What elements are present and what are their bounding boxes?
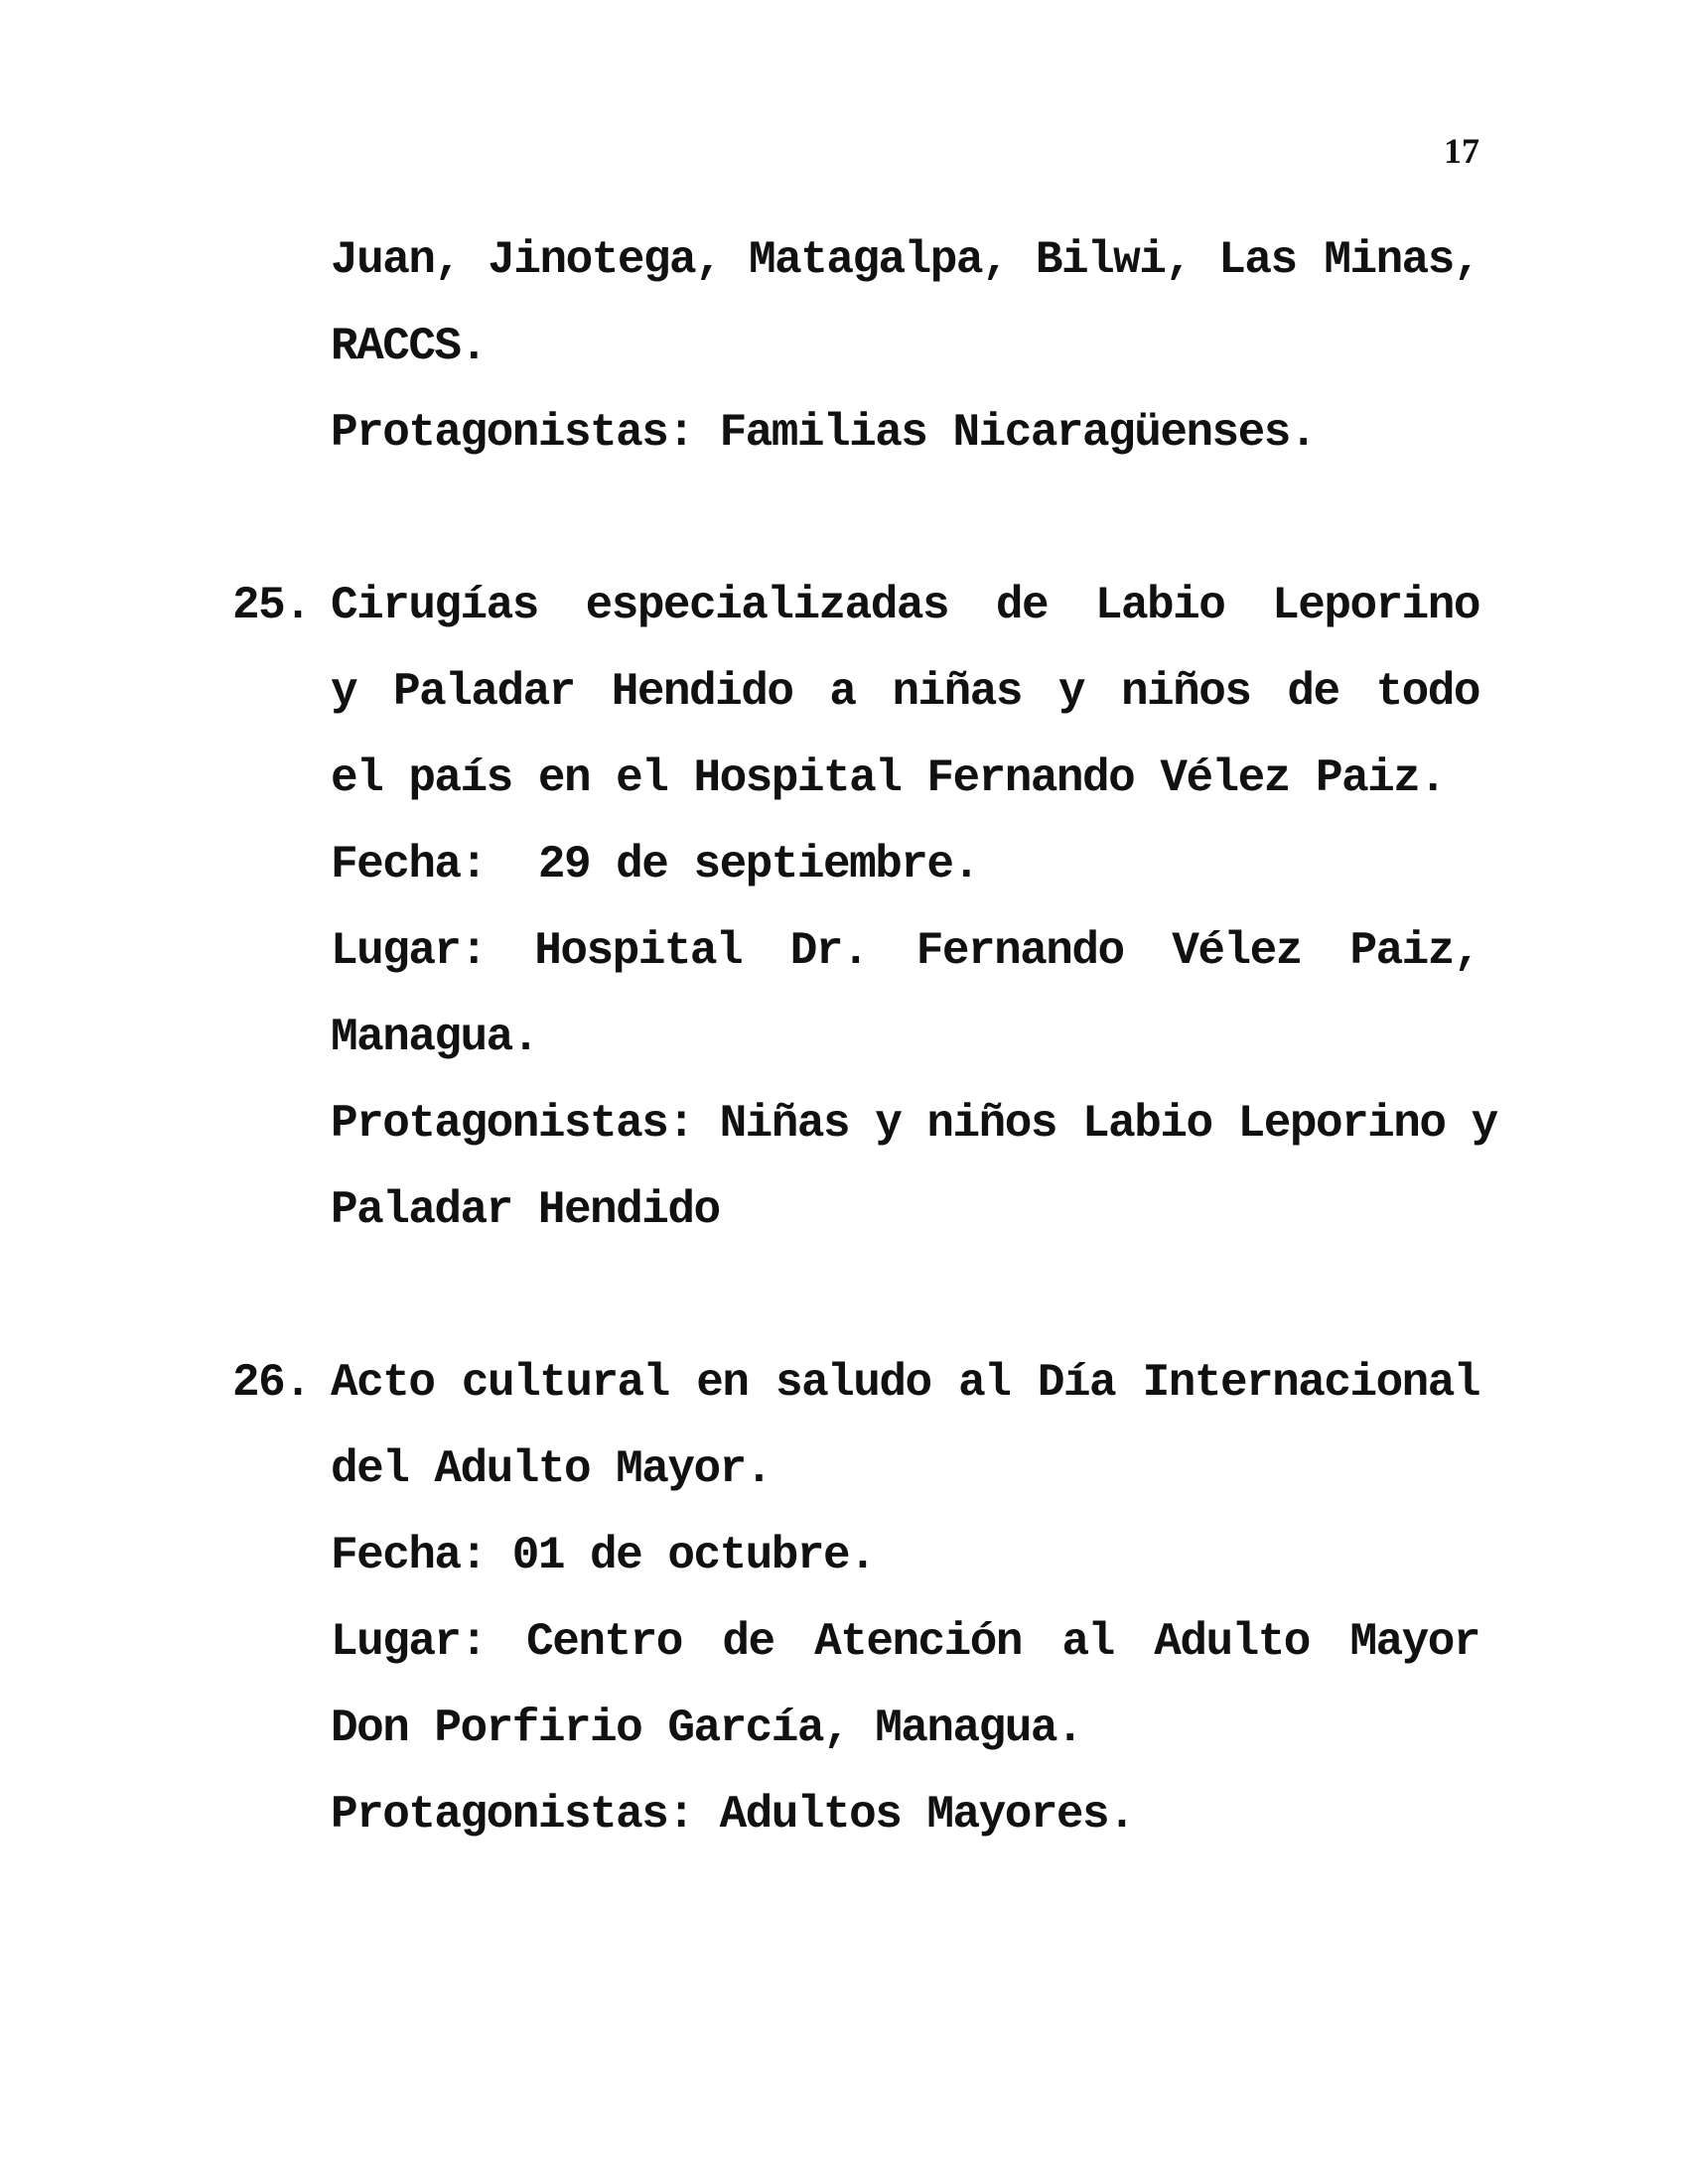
list-item-title-line: y Paladar Hendido a niñas y niños de todo bbox=[331, 666, 1479, 718]
title-text: Acto cultural en saludo al Día Internacional bbox=[331, 1357, 1479, 1409]
spacer bbox=[0, 489, 1688, 576]
list-item-title-line bbox=[0, 1353, 1688, 1439]
spacer bbox=[0, 1267, 1688, 1353]
list-item-number: 25. bbox=[232, 580, 311, 631]
continuation-line: Juan, Jinotega, Matagalpa, Bilwi, Las Minas, bbox=[331, 234, 1479, 286]
lugar-line: Managua. bbox=[331, 1012, 538, 1063]
list-item-title-line: el país en el Hospital Fernando Vélez Paiz. bbox=[331, 752, 1446, 804]
list-item-number: 26. bbox=[232, 1357, 311, 1409]
page-number: 17 bbox=[1444, 131, 1479, 171]
protagonistas-line: Paladar Hendido bbox=[331, 1184, 720, 1236]
continuation-line: RACCS. bbox=[331, 321, 487, 372]
protagonistas-line: Protagonistas: Familias Nicaragüenses. bbox=[331, 407, 1316, 459]
lugar-line: Lugar: Hospital Dr. Fernando Vélez Paiz, bbox=[331, 925, 1479, 977]
protagonistas-line: Protagonistas: Niñas y niños Labio Leporino y bbox=[331, 1098, 1497, 1150]
fecha-line: Fecha: 29 de septiembre. bbox=[331, 839, 979, 890]
list-item-title-line: del Adulto Mayor. bbox=[331, 1443, 772, 1495]
document-body bbox=[0, 230, 1688, 1871]
protagonistas-line: Protagonistas: Adultos Mayores. bbox=[331, 1789, 1135, 1841]
lugar-line: Don Porfirio García, Managua. bbox=[331, 1703, 1083, 1754]
lugar-line: Lugar: Centro de Atención al Adulto Mayor bbox=[331, 1616, 1479, 1668]
list-item-title-line bbox=[0, 576, 1688, 662]
title-text: Cirugías especializadas de Labio Leporino bbox=[331, 580, 1479, 631]
fecha-line: Fecha: 01 de octubre. bbox=[331, 1530, 876, 1581]
